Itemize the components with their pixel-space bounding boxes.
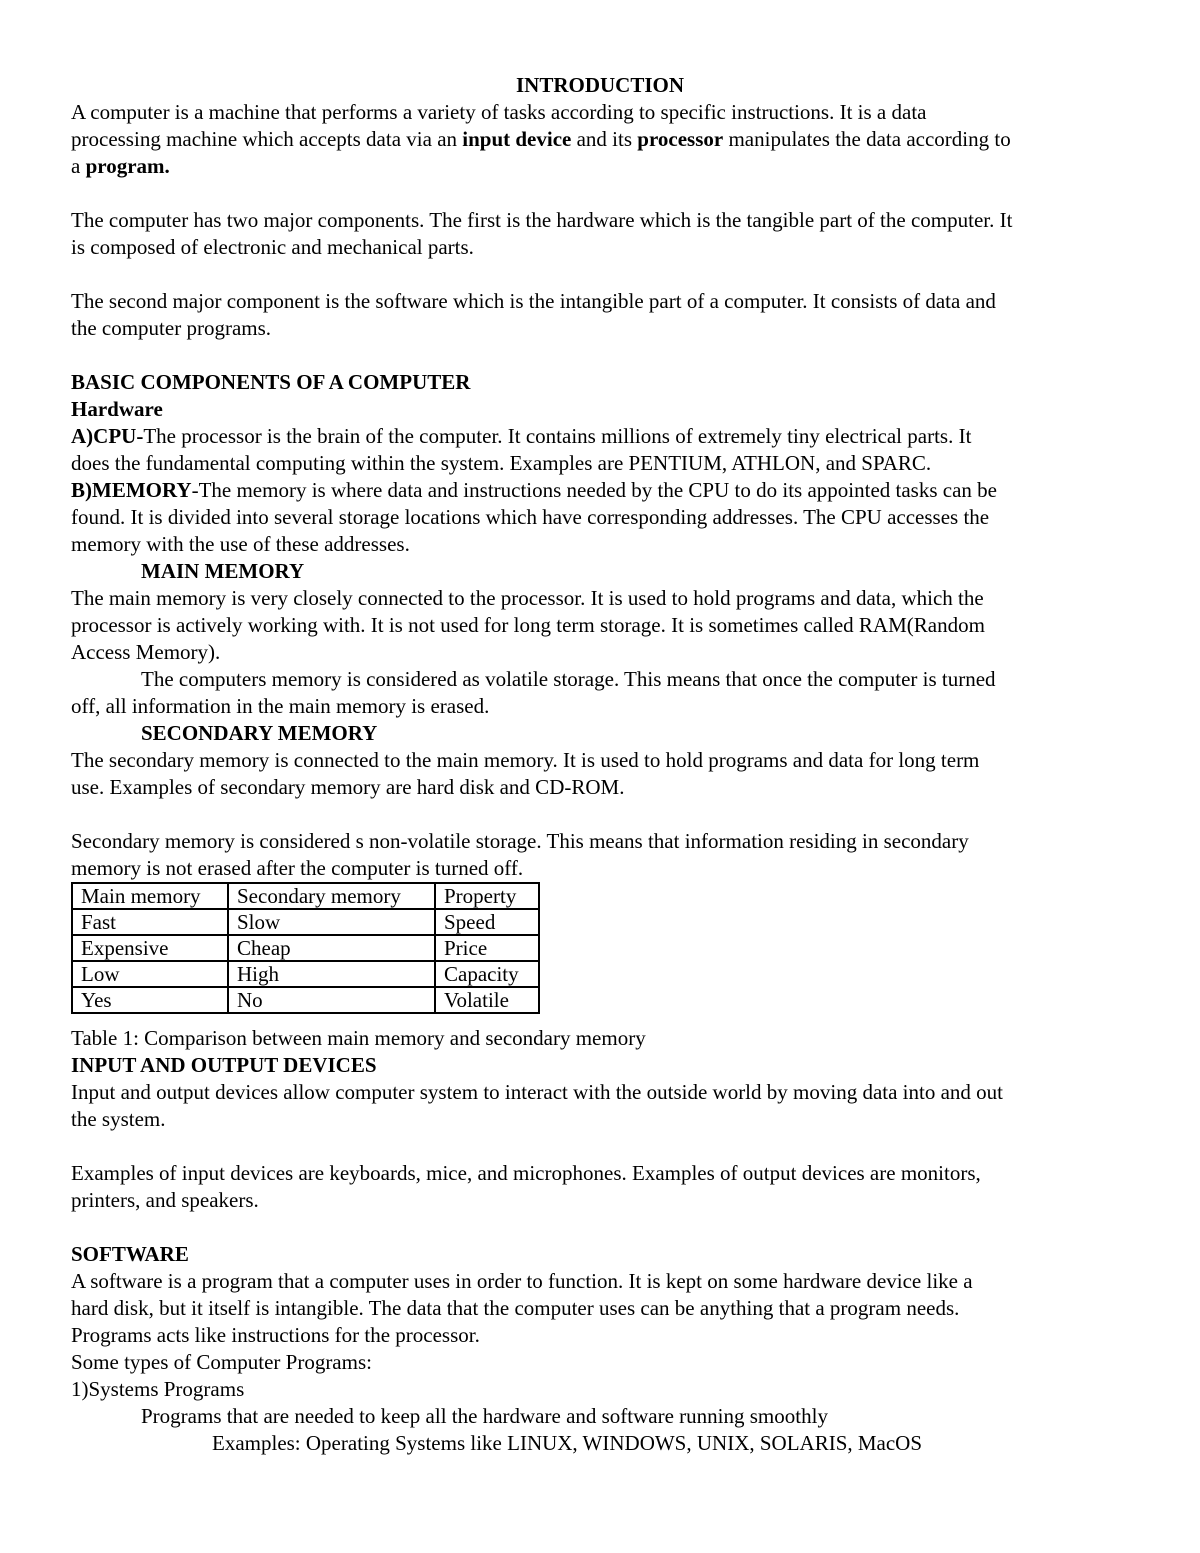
table-cell: Yes [72,987,228,1013]
secondary-memory-line1: The secondary memory is connected to the main memory. It is used to hold programs and data for long term [71,748,980,772]
software-line3: Programs acts like instructions for the processor. [71,1323,480,1347]
main-memory-line1: The main memory is very closely connected to the processor. It is used to hold programs and data, which the [71,586,984,610]
secondary-memory-heading: SECONDARY MEMORY [141,721,378,745]
software-line5: 1)Systems Programs [71,1377,245,1401]
table-cell: Low [72,961,228,987]
table-cell: No [228,987,435,1013]
io-line1: Input and output devices allow computer system to interact with the outside world by moving data into and out [71,1080,1003,1104]
cpu-line1: A)CPU-The processor is the brain of the computer. It contains millions of extremely tiny electrical parts. It [71,424,972,448]
table-cell: Main memory [72,883,228,909]
software-line2: hard disk, but it itself is intangible. The data that the computer uses can be anything that a program needs. [71,1296,960,1320]
io-heading: INPUT AND OUTPUT DEVICES [71,1053,377,1077]
table-cell: Property [435,883,539,909]
software-line7: Examples: Operating Systems like LINUX, WINDOWS, UNIX, SOLARIS, MacOS [212,1431,923,1455]
main-memory-line5: off, all information in the main memory is erased. [71,694,490,718]
software-heading: SOFTWARE [71,1242,189,1266]
table-row [72,987,539,1013]
table-cell: Volatile [435,987,539,1013]
main-memory-line3: Access Memory). [71,640,221,664]
table-cell: Speed [435,909,539,935]
memory-comparison-table [71,882,540,1014]
intro-p1-line1: A computer is a machine that performs a variety of tasks according to specific instructions. It is a data [71,100,927,124]
memory-line3: memory with the use of these addresses. [71,532,410,556]
table-cell: Cheap [228,935,435,961]
table-cell: High [228,961,435,987]
main-memory-heading: MAIN MEMORY [141,559,305,583]
table-row [72,935,539,961]
cpu-line2: does the fundamental computing within the system. Examples are PENTIUM, ATHLON, and SPARC. [71,451,932,475]
memory-line1: B)MEMORY-The memory is where data and instructions needed by the CPU to do its appointed tasks can be [71,478,997,502]
table-caption: Table 1: Comparison between main memory and secondary memory [71,1026,646,1050]
table-row [72,883,539,909]
processor-term: processor [637,127,724,151]
table-cell: Expensive [72,935,228,961]
intro-heading: INTRODUCTION [515,73,685,97]
table-cell: Fast [72,909,228,935]
main-memory-line4: The computers memory is considered as volatile storage. This means that once the computer is turned [141,667,996,691]
intro-p3-line2: the computer programs. [71,316,272,340]
software-line6: Programs that are needed to keep all the hardware and software running smoothly [141,1404,828,1428]
secondary-memory-line4: memory is not erased after the computer is turned off. [71,856,524,880]
software-line4: Some types of Computer Programs: [71,1350,372,1374]
intro-p1-line2: processing machine which accepts data via an input device and its processor manipulates the data according to [71,127,1011,151]
table-cell: Secondary memory [228,883,435,909]
secondary-memory-line3: Secondary memory is considered s non-volatile storage. This means that information residing in secondary [71,829,969,853]
intro-p2-line2: is composed of electronic and mechanical parts. [71,235,474,259]
program-term: program. [85,154,170,178]
memory-label: B)MEMORY [71,478,192,502]
table-cell: Capacity [435,961,539,987]
secondary-memory-line2: use. Examples of secondary memory are hard disk and CD-ROM. [71,775,625,799]
hardware-heading: Hardware [71,397,163,421]
table-cell: Price [435,935,539,961]
intro-p2-line1: The computer has two major components. The first is the hardware which is the tangible part of the computer. It [71,208,1013,232]
input-device-term: input device [462,127,572,151]
cpu-label: A)CPU- [71,424,144,448]
software-line1: A software is a program that a computer uses in order to function. It is kept on some hardware device like a [71,1269,973,1293]
table-cell: Slow [228,909,435,935]
intro-p1-line3: a program. [71,154,170,178]
io-line3: Examples of input devices are keyboards, mice, and microphones. Examples of output devices are monitors, [71,1161,981,1185]
io-line2: the system. [71,1107,166,1131]
main-memory-line2: processor is actively working with. It is not used for long term storage. It is sometimes called RAM(Random [71,613,985,637]
io-line4: printers, and speakers. [71,1188,259,1212]
table-row [72,909,539,935]
intro-p3-line1: The second major component is the software which is the intangible part of a computer. It consists of data and [71,289,996,313]
basic-components-heading: BASIC COMPONENTS OF A COMPUTER [71,370,471,394]
memory-line2: found. It is divided into several storage locations which have corresponding addresses. The CPU accesses the [71,505,990,529]
table-row [72,961,539,987]
